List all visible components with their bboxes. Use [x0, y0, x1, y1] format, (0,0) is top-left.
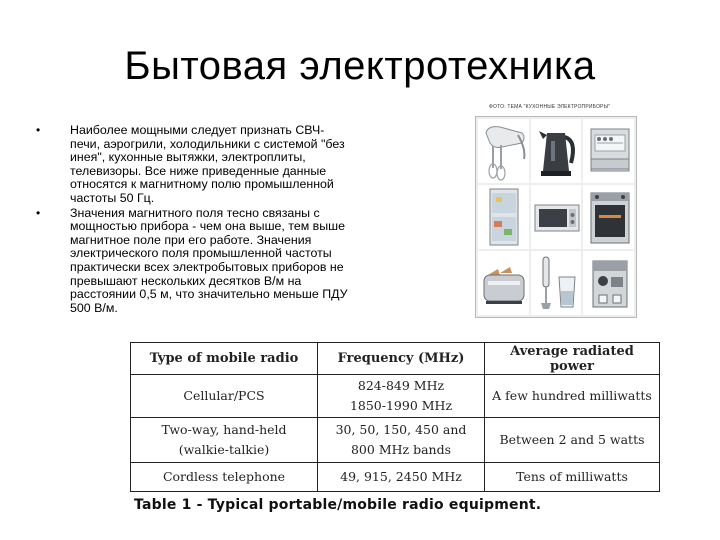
appliances-photo: [471, 104, 643, 330]
photo-caption: ФОТО: ТЕМА "КУХОННЫЕ ЭЛЕКТРОПРИБОРЫ": [489, 104, 611, 110]
table-row: [131, 418, 660, 463]
table-cell: Tens of milliwatts: [485, 463, 660, 492]
bullet-marker: •: [36, 205, 41, 220]
column-header: Average radiated power: [485, 343, 660, 375]
radio-equipment-table: [130, 342, 660, 490]
hand-blender-image: [531, 251, 582, 315]
table-cell: 30, 50, 150, 450 and 800 MHz bands: [318, 418, 485, 463]
electric-oven-image: [583, 185, 634, 249]
table-cell: 824-849 MHz 1850-1990 MHz: [318, 375, 485, 418]
bullet-text: Наиболее мощными следует признать СВЧ-печи, аэрогрили, холодильники с системой "без инея", кухонные вытяжки, электроплиты, телевизоры. Все ниже приведенные данные относятся к магнитному полю промышленной частоты 50 Гц.: [70, 123, 345, 205]
table-cell: A few hundred milliwatts: [485, 375, 660, 418]
table-row: [131, 463, 660, 492]
table-cell: Cellular/PCS: [131, 375, 318, 418]
refrigerator-image: [478, 185, 529, 249]
column-header: Type of mobile radio: [131, 343, 318, 375]
table-row: [131, 375, 660, 418]
table-cell: Between 2 and 5 watts: [485, 418, 660, 463]
slide-title: Бытовая электротехника: [124, 44, 596, 88]
bullet-text: Значения магнитного поля тесно связаны с мощностью прибора - чем она выше, тем выше магнитное поле при его работе. Значения электрического поля промышленной частоты практически всех электробытовых приборов не превышают нескольких десятков В/м на расстоянии 0,5 м, что значительно меньше ПДУ 500 В/м.: [70, 205, 348, 315]
bullet-item: [36, 124, 348, 206]
bullet-list: [36, 124, 348, 316]
table-header-row: [131, 343, 660, 375]
table-cell: Cordless telephone: [131, 463, 318, 492]
dishwasher-image: [583, 119, 634, 183]
kettle-image: [531, 119, 582, 183]
table-cell: Two-way, hand-held (walkie-talkie): [131, 418, 318, 463]
photo-grid: [475, 116, 637, 318]
table-cell: 49, 915, 2450 MHz: [318, 463, 485, 492]
microwave-oven-image: [531, 185, 582, 249]
toaster-image: [478, 251, 529, 315]
bullet-marker: •: [36, 123, 41, 137]
bullet-item: [36, 207, 348, 316]
table-caption: Table 1 - Typical portable/mobile radio equipment.: [134, 497, 542, 513]
table: [130, 342, 660, 492]
coffee-machine-image: [583, 251, 634, 315]
column-header: Frequency (MHz): [318, 343, 485, 375]
mixer-image: [478, 119, 529, 183]
